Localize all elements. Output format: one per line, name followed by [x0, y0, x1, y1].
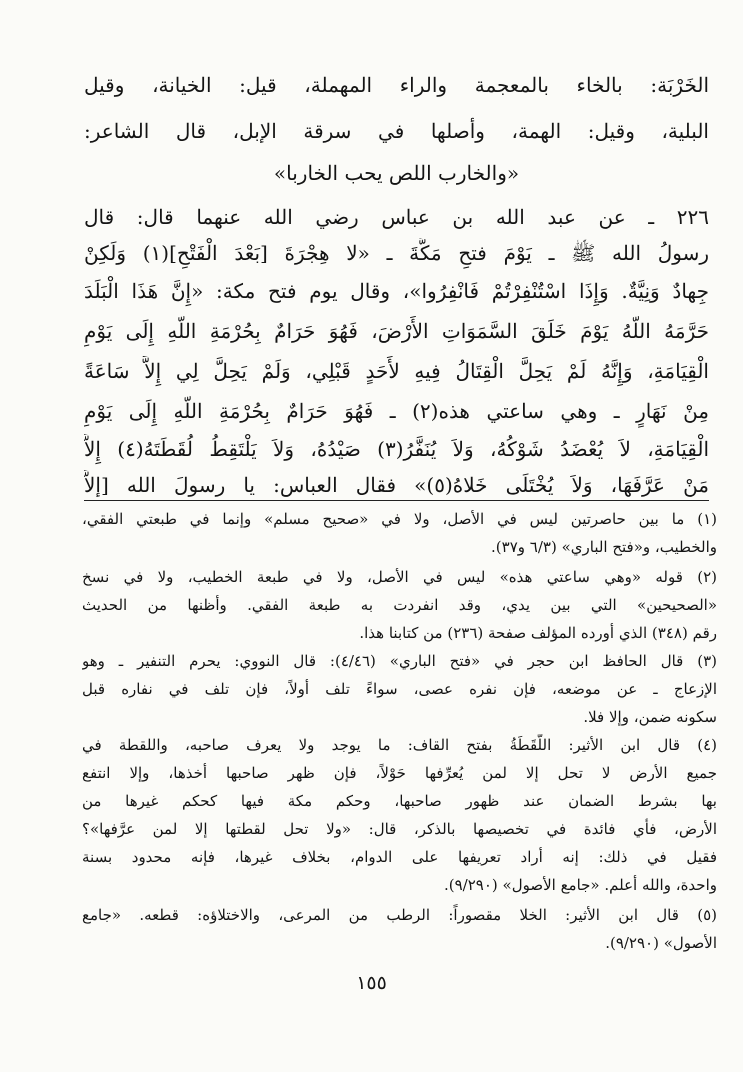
main-line: الخَرْبَة: بالخاء بالمعجمة والراء المهملة، قيل: الخيانة، وقيل [84, 73, 709, 97]
hadith-heading-line: ٢٢٦ ـ عن عبد الله بن عباس رضي الله عنهما قال: قال [84, 205, 709, 229]
footnote-line: واحدة، والله أعلم. «جامع الأصول» (٩/٢٩٠). [443, 876, 717, 894]
main-line: حَرَّمَهُ اللَّهُ يَوْمَ خَلَقَ السَّمَوَاتِ الأَرْضَ، فَهُوَ حَرَامٌ بِحُرْمَةِ اللَّهِ إِلَى يَوْمِ [84, 319, 709, 343]
main-line: مَنْ عَرَّفَهَا، وَلاَ يُخْتَلَى خَلاهُ(٥)» فقال العباس: يا رسولَ الله [إلاَّ [84, 473, 709, 497]
footnote-line: فقيل في ذلك: إنه أراد تعريفها على الدوام، بخلاف غيرها، فإنه محدود بسنة [82, 848, 717, 866]
footnote-line: (٣) قال الحافظ ابن حجر في «فتح الباري» (٤/٤٦): قال النووي: يحرم التنفير ـ وهو [82, 652, 717, 670]
footnote-divider [84, 500, 709, 501]
footnote-line: والخطيب، و«فتح الباري» (٦/٣ و٣٧). [491, 538, 717, 556]
footnote-line: (٢) قوله «وهي ساعتي هذه» ليس في الأصل، ولا في طبعة الخطيب، ولا في نسخ [82, 568, 717, 586]
footnote-line: «الصحيحين» التي بين يدي، وقد انفردت به طبعة الفقي. وأظنها من الحديث [82, 596, 717, 614]
main-line: الْقِيَامَةِ، لاَ يُعْضَدُ شَوْكُهُ، وَلاَ يُنَفَّرُ(٣) صَيْدُهُ، وَلاَ يَلْتَقِطُ لُقَطَتَهُ(٤) إِلاَّ [84, 437, 709, 461]
verse-quote: «والخارب اللص يحب الخاربا» [273, 161, 520, 185]
main-line: الْقِيَامَةِ، وَإِنَّهُ لَمْ يَحِلَّ الْقِتَالُ فِيهِ لأَحَدٍ قَبْلِي، وَلَمْ يَحِلَّ لِي إِلاَّ سَاعَةً [84, 359, 709, 383]
footnote-line: بها بشرط الضمان عند ظهور صاحبها، وحكم مكة فيها كحكم غيرها من [82, 792, 717, 810]
footnote-line: الإزعاج ـ عن موضعه، فإن نفره عصى، سواءً تلف أولاً، فإن تلف في نفاره قبل [82, 680, 717, 698]
main-line: البلية، وقيل: الهمة، وأصلها في سرقة الإبل، قال الشاعر: [84, 119, 709, 143]
footnote-line: جميع الأرض لا تحل إلا لمن يُعرِّفها حَوْلاً، فإن ظهر صاحبها أخذها، وإلا انتفع [82, 764, 717, 782]
footnote-line: (٥) قال ابن الأثير: الخلا مقصوراً: الرطب من المرعى، والاختلاؤه: قطعه. «جامع [82, 906, 717, 924]
main-line: مِنْ نَهَارٍ ـ وهي ساعتي هذه(٢) ـ فَهُوَ حَرَامٌ بِحُرْمَةِ اللَّهِ إِلَى يَوْمِ [84, 399, 709, 423]
footnote-line: (١) ما بين حاصرتين ليس في الأصل، ولا في «صحيح مسلم» وإنما في طبعتي الفقي، [82, 510, 717, 528]
footnote-line: رقم (٣٤٨) الذي أورده المؤلف صفحة (٢٣٦) من كتابنا هذا. [359, 624, 717, 642]
footnote-line: الأصول» (٩/٢٩٠). [605, 934, 717, 952]
footnote-line: الأرض، فأي فائدة في تخصيصها بالذكر، قال: «ولا تحل لقطتها إلا لمن عرَّفها»؟ [82, 820, 717, 838]
footnote-line: سكونه ضمن، وإلا فلا. [583, 708, 717, 726]
footnote-line: (٤) قال ابن الأثير: اللُّقَطَةُ بفتح القاف: ما يوجد ولا يعرف صاحبه، واللقطة في [82, 736, 717, 754]
main-line: رسولُ الله ﷺ ـ يَوْمَ فتحِ مَكَّةَ ـ «لا هِجْرَةَ [بَعْدَ الْفَتْحِ](١) وَلَكِنْ [84, 241, 709, 265]
main-line: جِهادٌ وَنِيَّةٌ. وَإِذَا اسْتُنْفِرْتُمْ فَانْفِرُوا»، وقال يوم فتح مكة: «إِنَّ هَذَا الْبَلَدَ [84, 279, 709, 303]
page-number: ١٥٥ [356, 972, 387, 994]
